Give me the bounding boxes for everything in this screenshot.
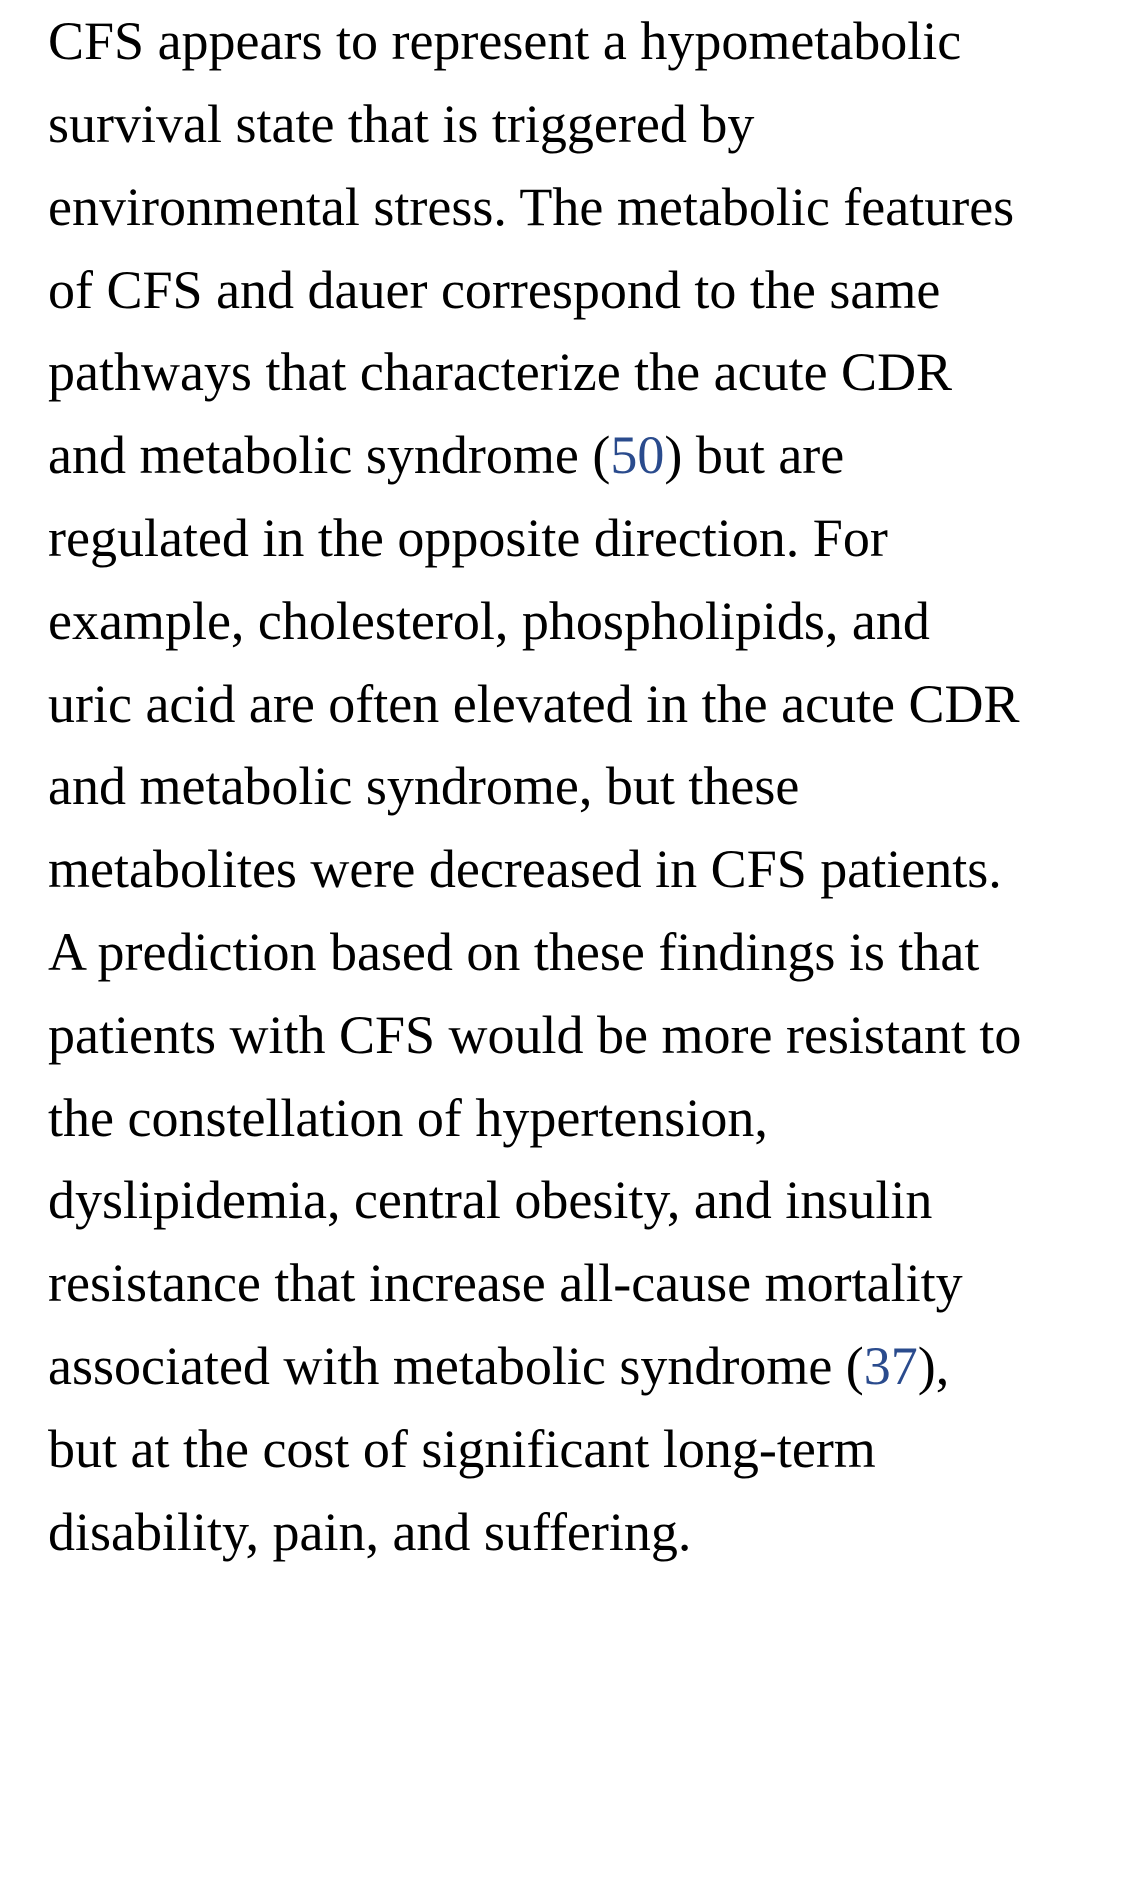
paragraph-line: dyslipidemia, central obesity, and insulin <box>48 1170 933 1230</box>
paragraph-line: survival state that is triggered by <box>48 94 755 154</box>
paragraph-line: environmental stress. The metabolic features <box>48 177 1015 237</box>
paragraph-line: example, cholesterol, phospholipids, and <box>48 591 930 651</box>
citation-link-50[interactable]: 50 <box>610 425 665 485</box>
paragraph-line: of CFS and dauer correspond to the same <box>48 260 941 320</box>
paragraph-line: CFS appears to represent a hypometabolic <box>48 11 962 71</box>
paragraph-line: the constellation of hypertension, <box>48 1088 768 1148</box>
line-text: ), <box>917 1336 950 1396</box>
paragraph-line <box>48 1333 949 1399</box>
paragraph-line: patients with CFS would be more resistant to <box>48 1005 1022 1065</box>
paragraph-line: metabolites were decreased in CFS patients. <box>48 839 1002 899</box>
citation-link-37[interactable]: 37 <box>863 1336 918 1396</box>
paragraph-line: pathways that characterize the acute CDR <box>48 342 953 402</box>
paragraph-line: regulated in the opposite direction. For <box>48 508 888 568</box>
line-text: ) but are <box>664 425 845 485</box>
paragraph-line: disability, pain, and suffering. <box>48 1502 692 1562</box>
line-text: associated with metabolic syndrome ( <box>48 1336 864 1396</box>
paragraph-line: uric acid are often elevated in the acute CDR <box>48 674 1020 734</box>
paragraph-line: and metabolic syndrome, but these <box>48 756 800 816</box>
paragraph-line <box>48 422 844 488</box>
line-text: and metabolic syndrome ( <box>48 425 611 485</box>
paragraph-line: but at the cost of significant long-term <box>48 1419 876 1479</box>
paragraph-line: resistance that increase all-cause mortality <box>48 1253 963 1313</box>
paragraph-line: A prediction based on these findings is that <box>48 922 980 982</box>
